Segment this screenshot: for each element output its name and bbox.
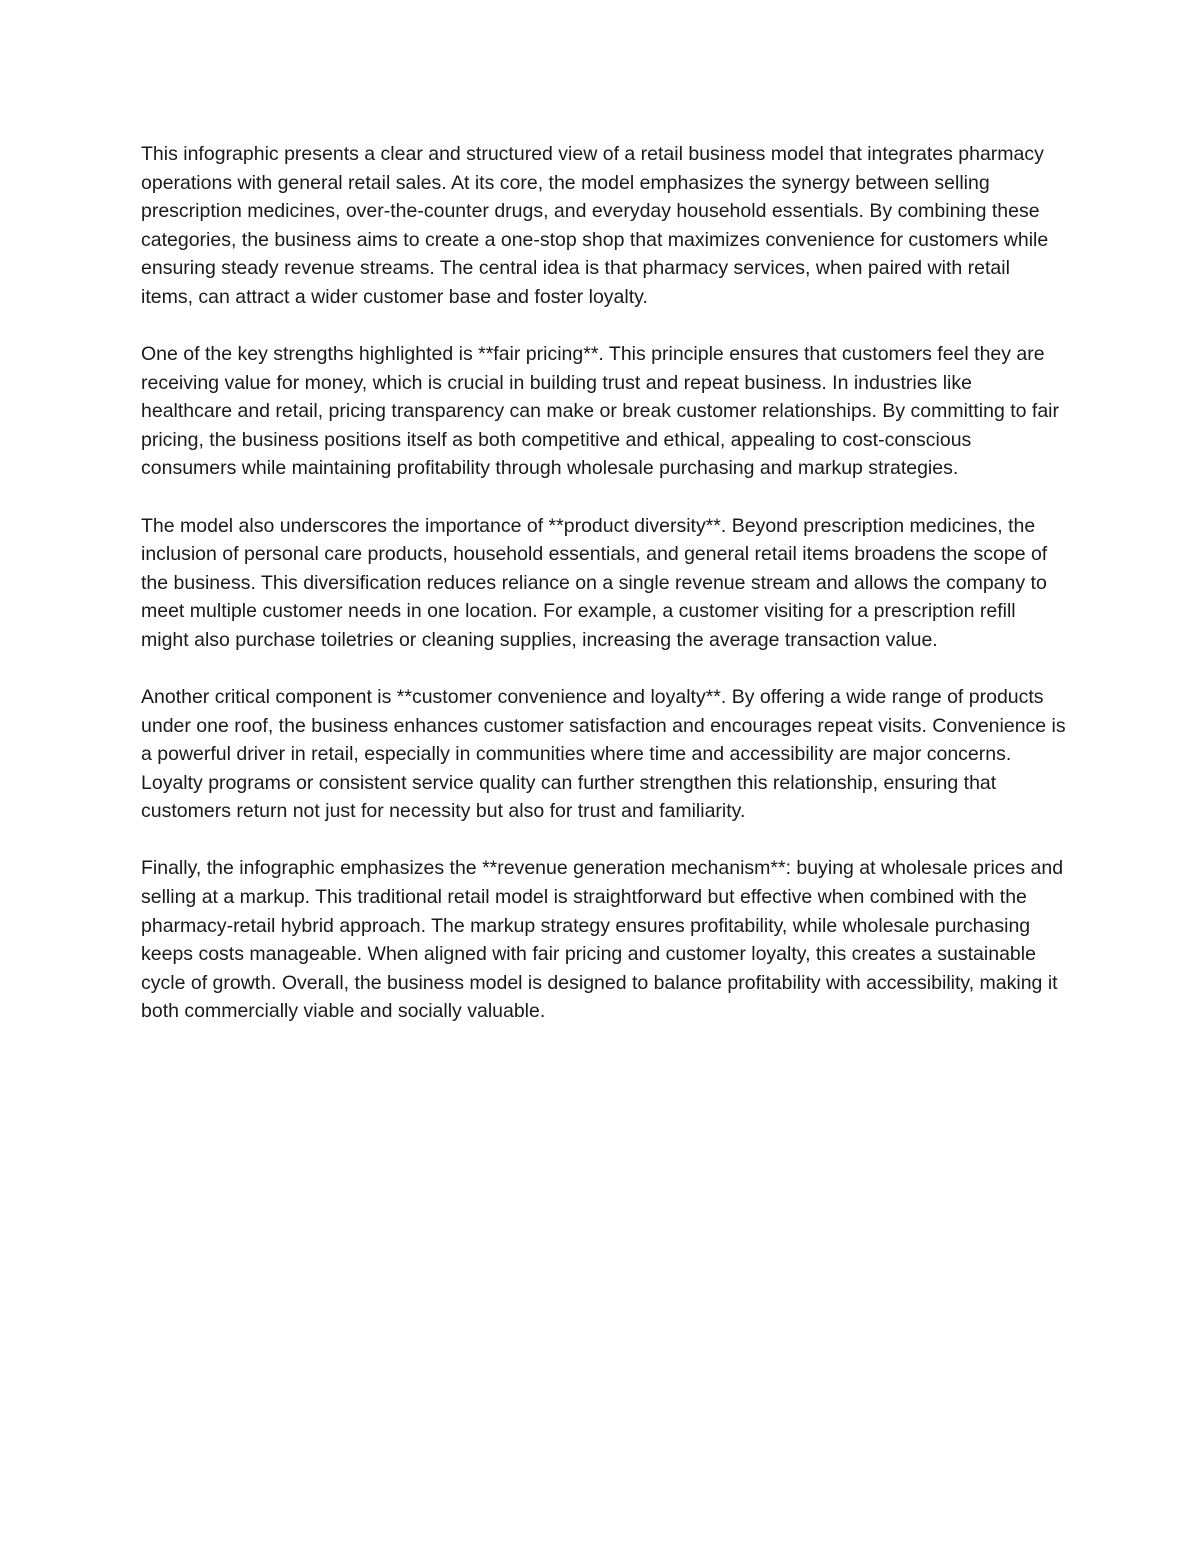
paragraph-intro: This infographic presents a clear and structured view of a retail business model that integrates pharmacy operations with general retail sales. At its core, the model emphasizes the synergy between selling prescription medicines, over-the-counter drugs, and everyday household essentials. By combining these categories, the business aims to create a one-stop shop that maximizes convenience for customers while ensuring steady revenue streams. The central idea is that pharmacy services, when paired with retail items, can attract a wider customer base and foster loyalty. — [141, 143, 1049, 308]
paragraph-product-diversity: The model also underscores the importance of **product diversity**. Beyond prescription medicines, the inclusion of personal care products, household essentials, and general retail items broadens the scope of the business. This diversification reduces reliance on a single revenue stream and allows the company to meet multiple customer needs in one location. For example, a customer visiting for a prescription refill might also purchase toiletries or cleaning supplies, increasing the average transaction value. — [141, 514, 1048, 651]
paragraph-customer-loyalty: Another critical component is **customer convenience and loyalty**. By offering a wide range of products under one roof, the business enhances customer satisfaction and encourages repeat visits. Convenience is a powerful driver in retail, especially in communities where time and accessibility are major concerns. Loyalty programs or consistent service quality can further strengthen this relationship, ensuring that customers return not just for necessity but also for trust and familiarity. — [141, 686, 1066, 823]
document-body — [141, 140, 1066, 1055]
paragraph-fair-pricing: One of the key strengths highlighted is **fair pricing**. This principle ensures that customers feel they are receiving value for money, which is crucial in building trust and repeat business. In industries like healthcare and retail, pricing transparency can make or break customer relationships. By committing to fair pricing, the business positions itself as both competitive and ethical, appealing to cost-conscious consumers while maintaining profitability through wholesale purchasing and markup strategies. — [141, 343, 1060, 480]
paragraph-revenue-mechanism: Finally, the infographic emphasizes the **revenue generation mechanism**: buying at wholesale prices and selling at a markup. This traditional retail model is straightforward but effective when combined with the pharmacy-retail hybrid approach. The markup strategy ensures profitability, while wholesale purchasing keeps costs manageable. When aligned with fair pricing and customer loyalty, this creates a sustainable cycle of growth. Overall, the business model is designed to balance profitability with accessibility, making it both commercially viable and socially valuable. — [141, 857, 1064, 1023]
